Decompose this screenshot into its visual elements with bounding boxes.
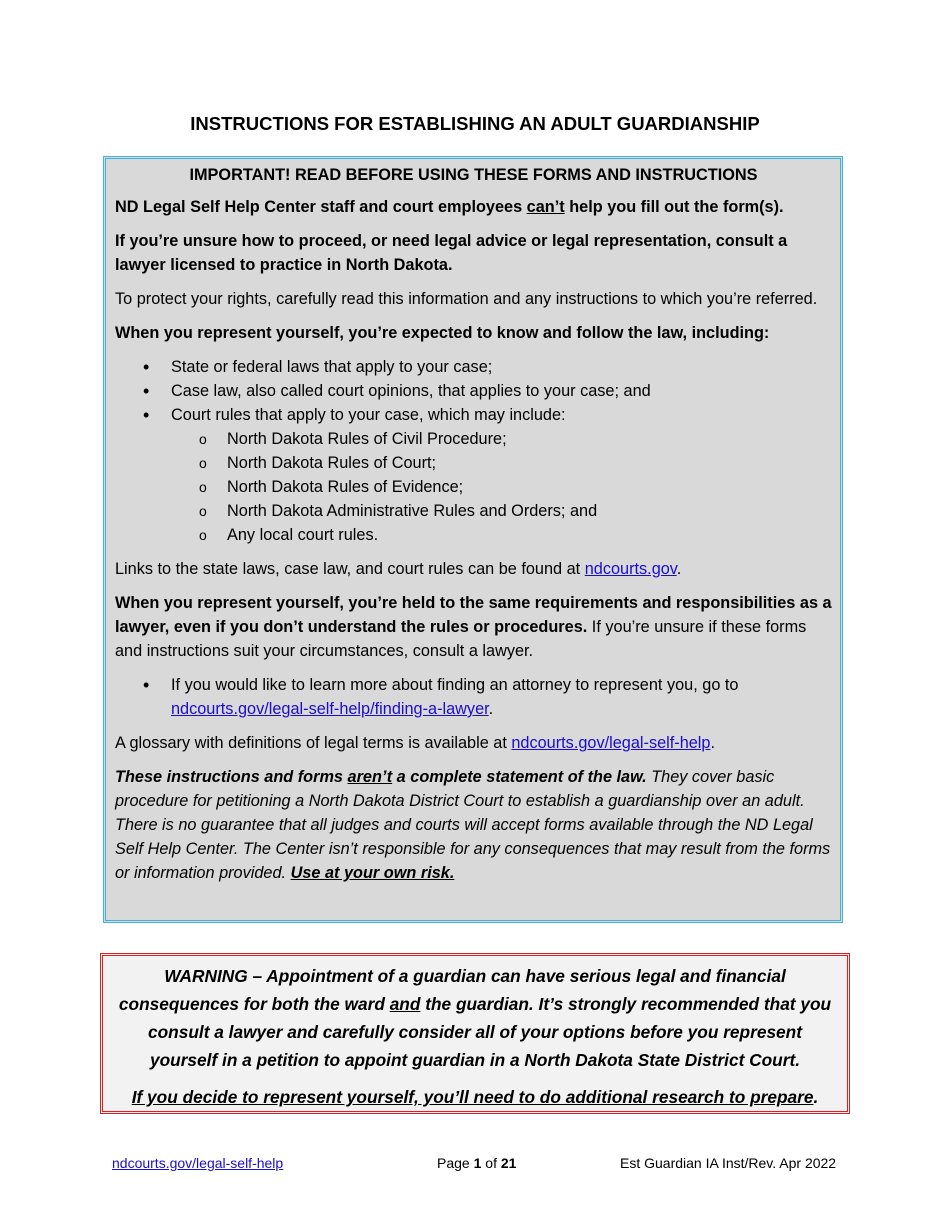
use-at-own-risk: Use at your own risk. — [290, 864, 455, 882]
page-number — [437, 1155, 516, 1171]
page-current: 1 — [473, 1155, 482, 1171]
warning-text — [117, 962, 833, 1074]
list-item — [143, 403, 832, 547]
attorney-text: If you would like to learn more about finding an attorney to represent you, go to — [171, 676, 739, 694]
same-requirements-paragraph — [115, 591, 832, 663]
period: . — [488, 700, 494, 718]
ndcourts-link[interactable]: ndcourts.gov — [584, 560, 677, 578]
disclaimer-body: They cover basic procedure for petitioning a North Dakota District Court to establish a guardianship over an adult. There is no guarantee that all judges and courts will accept forms available through the ND Legal Self Help Center. The Center isn’t responsible for any consequences that may result from the forms or information provided. — [115, 768, 831, 882]
page-of: of — [481, 1155, 501, 1171]
disclaimer-paragraph — [115, 765, 832, 885]
list-item: o North Dakota Rules of Evidence; — [199, 475, 832, 499]
research-notice — [117, 1083, 833, 1111]
warning-text-end: the guardian. It’s strongly recommended that you consult a lawyer and carefully consider all of your options before you represent yourself in a petition to appoint guardian in a North Dakota State District Court. — [148, 994, 832, 1070]
list-item: • State or federal laws that apply to your case; — [143, 355, 832, 379]
list-item: o Any local court rules. — [199, 523, 832, 547]
disclaimer-emphasis: aren’t — [347, 768, 393, 786]
page-total: 21 — [500, 1155, 517, 1171]
list-item: o North Dakota Rules of Civil Procedure; — [199, 427, 832, 451]
legal-self-help-link[interactable]: ndcourts.gov/legal-self-help — [511, 734, 711, 752]
consult-notice: If you’re unsure how to proceed, or need legal advice or legal representation, consult a lawyer licensed to practice in North Dakota. — [115, 232, 788, 274]
same-requirements-bold: When you represent yourself, you’re held to the same requirements and responsibilities as a lawyer, even if you don’t understand the rules or procedures. — [115, 594, 832, 636]
staff-notice-text-end: help you fill out the form(s). — [564, 198, 784, 216]
glossary-text: A glossary with definitions of legal terms is available at — [115, 734, 512, 752]
list-item-label: Court rules that apply to your case, which may include: — [171, 406, 566, 424]
staff-notice — [115, 195, 832, 219]
staff-notice-text: ND Legal Self Help Center staff and court employees — [115, 198, 527, 216]
warning-text-start: WARNING – Appointment of a guardian can have serious legal and financial consequences for both the ward — [118, 966, 786, 1014]
list-item: o North Dakota Administrative Rules and Orders; and — [199, 499, 832, 523]
links-text: Links to the state laws, case law, and court rules can be found at — [115, 560, 585, 578]
page-prefix: Page — [437, 1155, 474, 1171]
court-rules-list — [171, 427, 832, 547]
list-item: • Case law, also called court opinions, that applies to your case; and — [143, 379, 832, 403]
same-requirements-text: If you’re unsure if these forms and instructions suit your circumstances, consult a lawyer. — [115, 618, 807, 660]
list-item: o North Dakota Rules of Court; — [199, 451, 832, 475]
form-id: Est Guardian IA Inst/Rev. Apr 2022 — [620, 1155, 837, 1171]
period: . — [676, 560, 682, 578]
important-heading: IMPORTANT! READ BEFORE USING THESE FORMS AND INSTRUCTIONS — [189, 166, 758, 184]
period: . — [710, 734, 716, 752]
footer-link[interactable]: ndcourts.gov/legal-self-help — [112, 1155, 284, 1171]
research-text: If you decide to represent yourself, you’ll need to do additional research to prepare — [131, 1087, 814, 1107]
warning-box — [100, 953, 850, 1114]
important-notice-box — [103, 156, 843, 923]
expected-heading: When you represent yourself, you’re expected to know and follow the law, including: — [115, 324, 770, 342]
links-paragraph — [115, 557, 832, 581]
page-title: INSTRUCTIONS FOR ESTABLISHING AN ADULT GUARDIANSHIP — [190, 113, 760, 134]
disclaimer-bold-end: a complete statement of the law. — [392, 768, 647, 786]
glossary-paragraph — [115, 731, 832, 755]
finding-a-lawyer-link[interactable]: ndcourts.gov/legal-self-help/finding-a-lawyer — [171, 700, 489, 718]
disclaimer-bold: These instructions and forms — [115, 768, 348, 786]
protect-rights-text: To protect your rights, carefully read this information and any instructions to which you’re referred. — [115, 290, 818, 308]
staff-notice-emphasis: can’t — [526, 198, 565, 216]
attorney-list — [115, 673, 832, 721]
list-item — [143, 673, 832, 721]
period: . — [813, 1087, 819, 1107]
warning-emphasis: and — [389, 994, 421, 1014]
law-list — [115, 355, 832, 547]
